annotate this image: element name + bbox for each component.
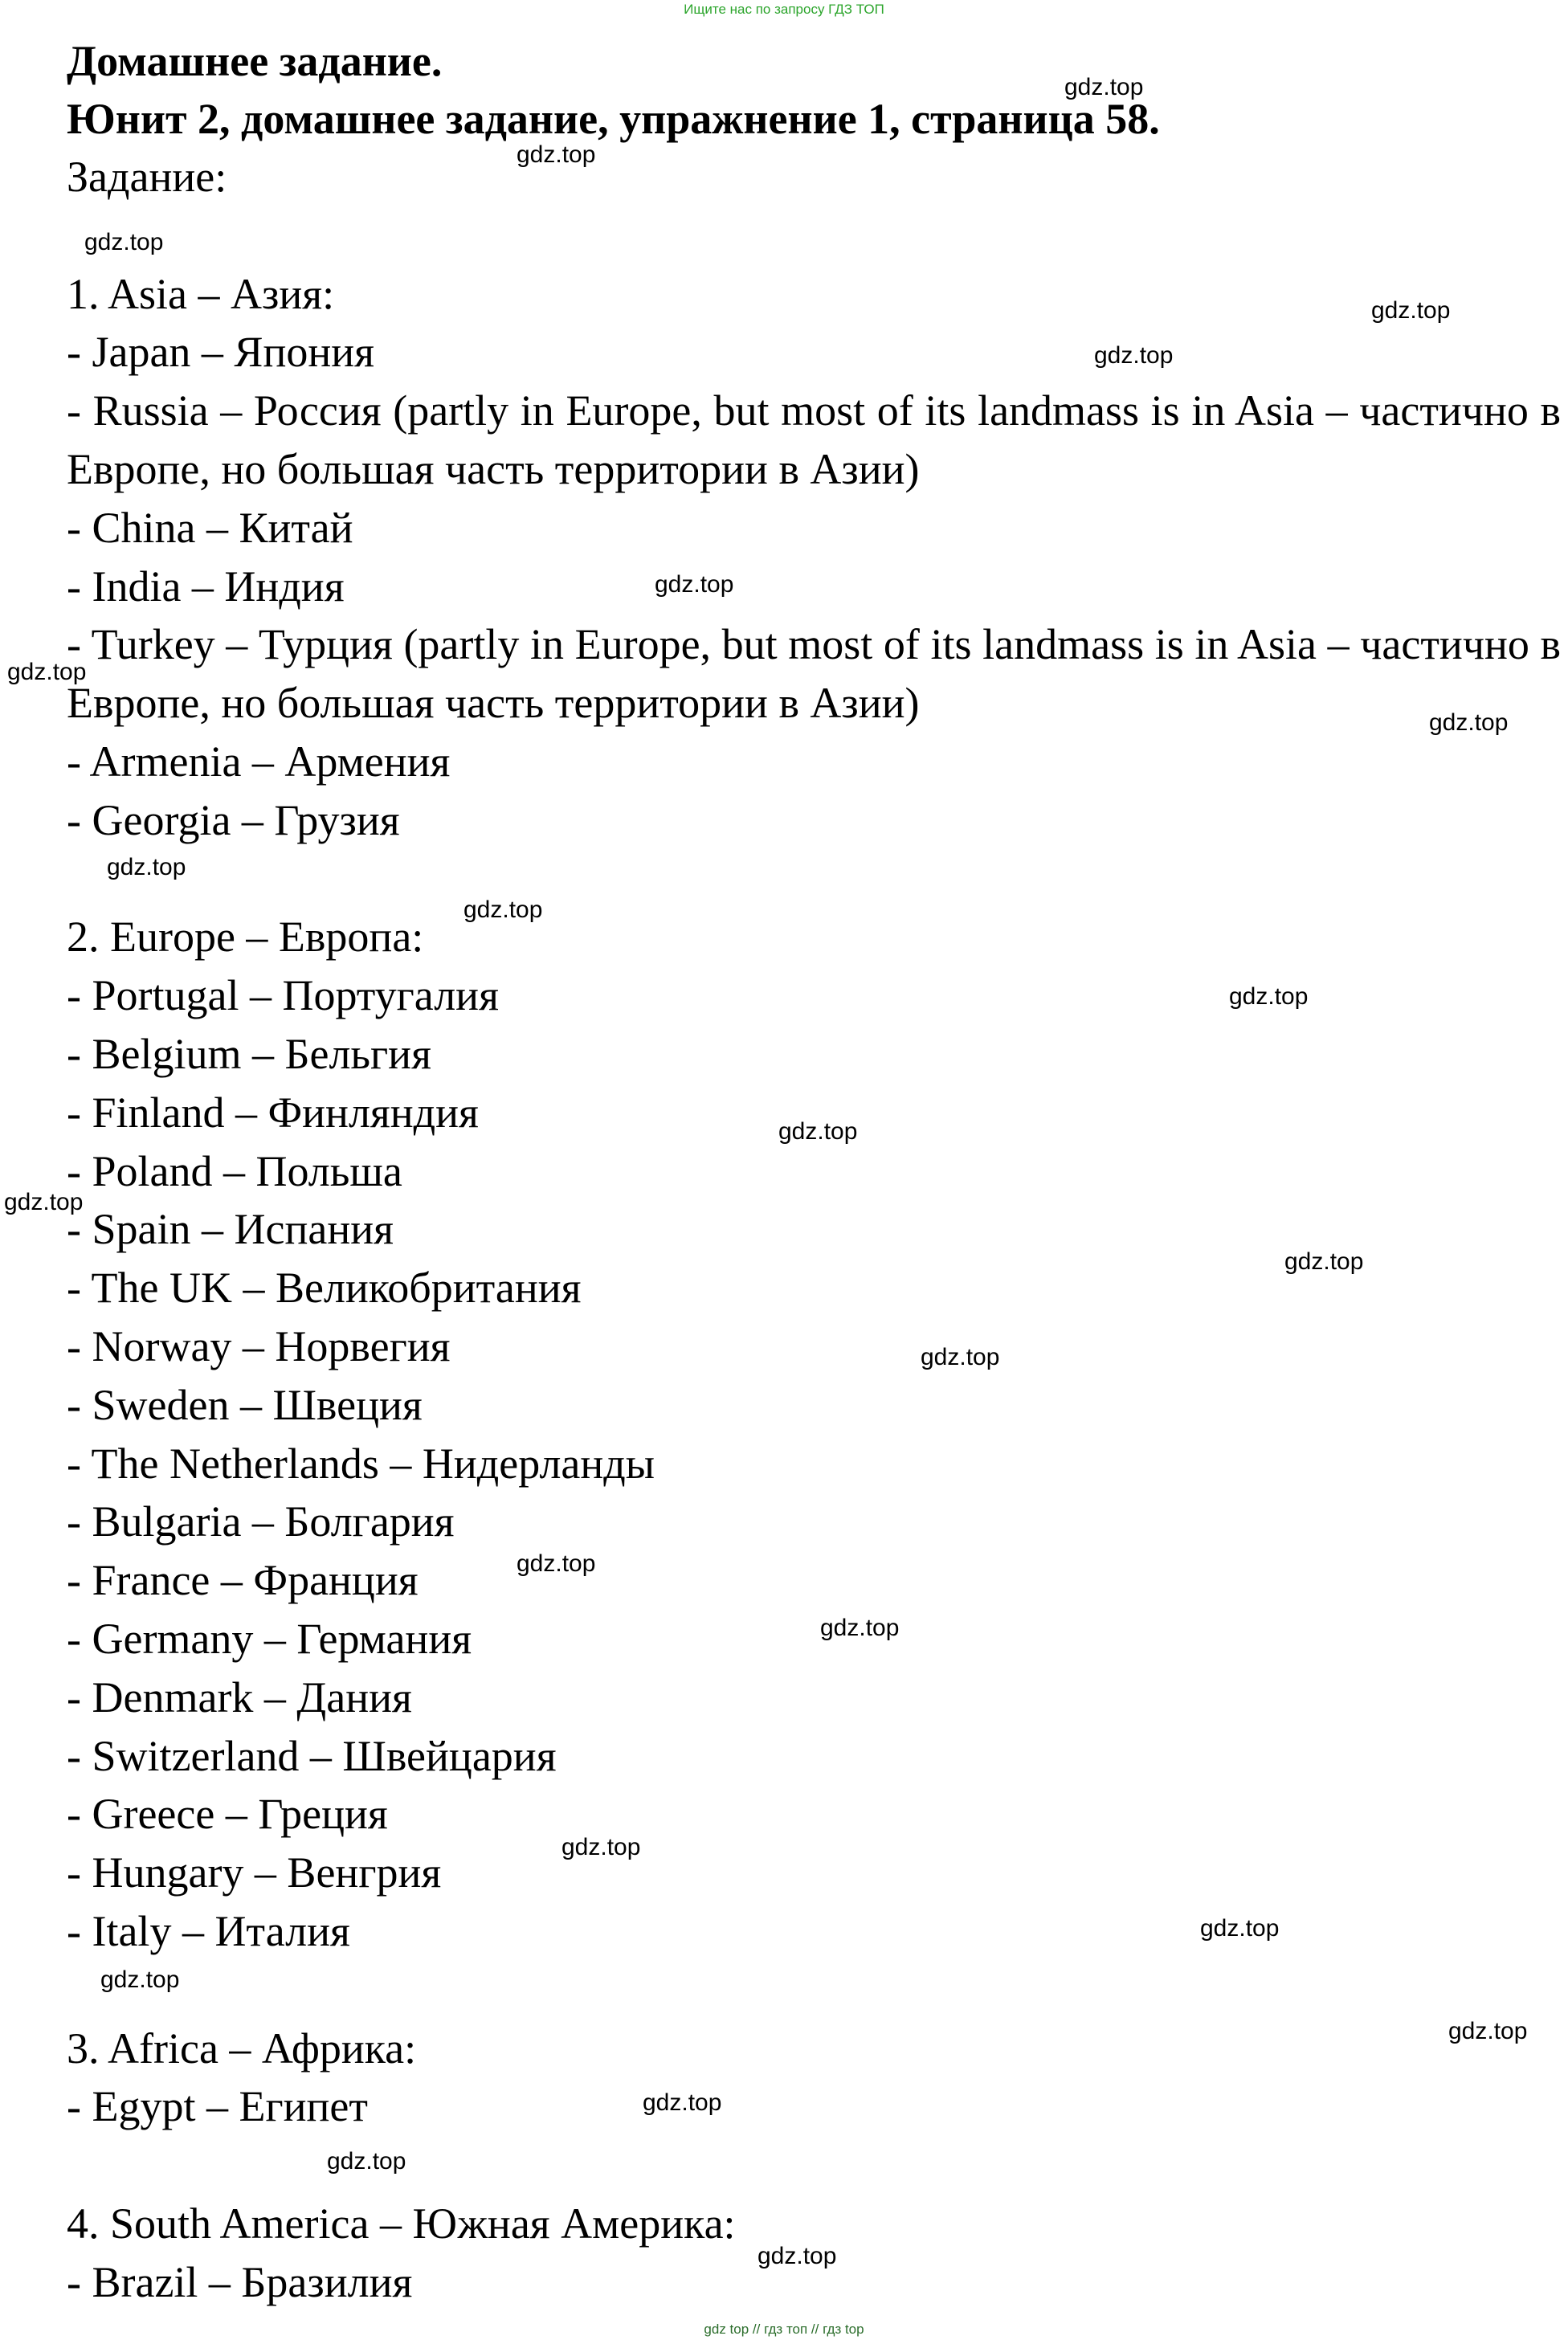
list-item: - Armenia – Армения (67, 737, 451, 786)
list-item: - India – Индия (67, 562, 345, 611)
section-title: 2. Europe – Европа: (67, 913, 424, 962)
list-item: - Russia – Россия (partly in Europe, but most of its landmass is in Asia – частично в Европе, но большая часть территории в Азии) (67, 386, 1561, 493)
top-banner[interactable]: Ищите нас по запросу ГДЗ ТОП (684, 2, 884, 17)
document-title: Домашнее задание. (67, 37, 443, 85)
watermark: gdz.top (921, 1344, 1000, 1370)
list-item: - Turkey – Турция (partly in Europe, but most of its landmass is in Asia – частично в Европе, но большая часть территории в Азии) (67, 620, 1561, 728)
exercise-reference: Юнит 2, домашнее задание, упражнение 1, страница 58. (67, 95, 1160, 143)
task-label: Задание: (67, 153, 227, 201)
section-africa (67, 2019, 1561, 2137)
list-item: - Switzerland – Швейцария (67, 1731, 557, 1780)
watermark: gdz.top (84, 229, 164, 255)
list-item: - Italy – Италия (67, 1906, 350, 1955)
list-item: - Sweden – Швеция (67, 1380, 423, 1429)
section-title: 3. Africa – Африка: (67, 2024, 417, 2073)
spacer (67, 850, 1561, 909)
watermark: gdz.top (100, 1966, 180, 1993)
watermark: gdz.top (561, 1834, 641, 1860)
list-item: - Georgia – Грузия (67, 795, 400, 844)
list-item: - Portugal – Португалия (67, 971, 499, 1020)
spacer (67, 206, 1561, 265)
section-title: 4. South America – Южная Америка: (67, 2199, 736, 2248)
watermark: gdz.top (517, 141, 596, 168)
list-item: - Egypt – Египет (67, 2082, 368, 2131)
list-item: - China – Китай (67, 503, 353, 552)
watermark: gdz.top (1064, 74, 1144, 100)
watermark: gdz.top (778, 1118, 858, 1145)
list-item: - The Netherlands – Нидерланды (67, 1439, 655, 1488)
document-body (67, 32, 1561, 2311)
list-item: - Japan – Япония (67, 328, 374, 377)
list-item: - Spain – Испания (67, 1205, 394, 1254)
list-item: - Bulgaria – Болгария (67, 1497, 455, 1546)
list-item: - Germany – Германия (67, 1614, 472, 1663)
list-item: - Poland – Польша (67, 1146, 402, 1195)
section-europe (67, 908, 1561, 1960)
watermark: gdz.top (655, 571, 734, 598)
watermark: gdz.top (1371, 297, 1451, 324)
list-item: - France – Франция (67, 1556, 419, 1605)
list-item: - Brazil – Бразилия (67, 2257, 413, 2306)
list-item: - Greece – Греция (67, 1790, 388, 1839)
watermark: gdz.top (1448, 2018, 1528, 2044)
spacer (67, 1961, 1561, 2019)
list-item: - Hungary – Венгрия (67, 1848, 442, 1897)
list-item: - Norway – Норвегия (67, 1321, 451, 1370)
watermark: gdz.top (517, 1550, 596, 1577)
section-title: 1. Asia – Азия: (67, 269, 335, 318)
watermark: gdz.top (1094, 342, 1174, 369)
bottom-banner[interactable]: gdz top // гдз топ // гдз top (704, 2322, 864, 2337)
watermark: gdz.top (820, 1615, 900, 1641)
watermark: gdz.top (463, 896, 543, 923)
section-asia (67, 265, 1561, 850)
watermark: gdz.top (7, 659, 87, 685)
list-item: - Denmark – Дания (67, 1672, 412, 1721)
watermark: gdz.top (4, 1189, 84, 1215)
list-item: - Belgium – Бельгия (67, 1029, 431, 1078)
list-item: - The UK – Великобритания (67, 1264, 582, 1313)
watermark: gdz.top (1284, 1248, 1364, 1275)
watermark: gdz.top (757, 2243, 837, 2269)
watermark: gdz.top (107, 854, 186, 880)
watermark: gdz.top (327, 2148, 406, 2175)
watermark: gdz.top (1229, 983, 1309, 1010)
watermark: gdz.top (643, 2089, 722, 2116)
list-item: - Finland – Финляндия (67, 1088, 479, 1137)
watermark: gdz.top (1429, 709, 1509, 736)
spacer (67, 2136, 1561, 2195)
watermark: gdz.top (1200, 1915, 1280, 1942)
